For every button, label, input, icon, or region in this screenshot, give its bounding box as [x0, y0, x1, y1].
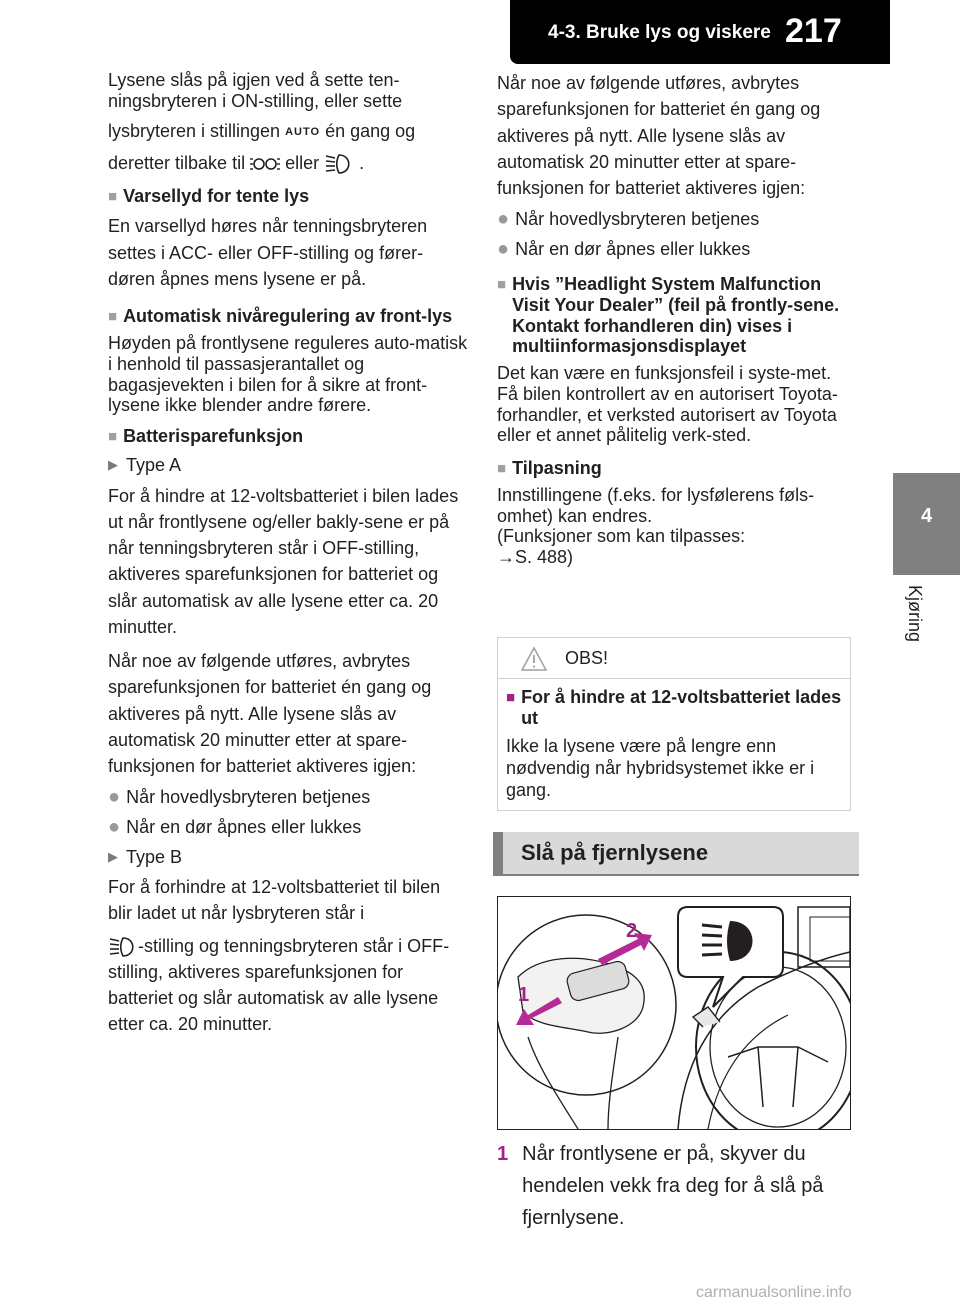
- triangle-bullet-icon: ▶: [108, 457, 118, 473]
- section-banner: [493, 832, 859, 874]
- watermark: carmanualsonline.info: [696, 1284, 852, 1301]
- bullet-item: ● Når en dør åpnes eller lukkes: [497, 237, 857, 263]
- battery-saver-type-b-text: For å forhindre at 12-voltsbatteriet til bilen blir ladet ut når lysbryteren står i: [108, 877, 441, 924]
- warning-triangle-icon: [520, 646, 548, 672]
- heading-malfunction: ■ Hvis ”Headlight System Malfunction Visit Your Dealer” (feil på frontly-sene. Kontakt forhandleren din) vises i multiinformasjonsdisplayet: [497, 274, 840, 357]
- headlight-icon: [108, 936, 138, 958]
- square-bullet-icon: ■: [108, 428, 118, 446]
- caution-text: Ikke la lysene være på lengre enn nødvendig når hybridsystemet ikke er i gang.: [506, 736, 815, 800]
- square-bullet-icon: ■: [108, 188, 118, 206]
- heading-battery-saver: ■ Batterisparefunksjon: [108, 426, 304, 447]
- battery-saver-type-b-text2: -stilling og tenningsbryteren står i OFF-stilling, aktiveres sparefunksjonen for batteriet og slår automatisk av alle lysene etter ca. 20 minutter.: [108, 935, 450, 1035]
- bullet-item: ● Når en dør åpnes eller lukkes: [108, 815, 468, 841]
- bullet-item: ● Når hovedlysbryteren betjenes: [108, 785, 468, 811]
- battery-saver-type-a-text: For å hindre at 12-voltsbatteriet i bilen lades ut når frontlysene og/eller bakly-sene er på når tenningsbryteren står i OFF-stilling, aktiveres sparefunksjonen for batteriet og slår automatisk av alle lysene etter ca. 20 minutter.: [108, 485, 459, 637]
- malfunction-text: Det kan være en funksjonsfeil i syste-met. Få bilen kontrollert av en autorisert Toyota-forhandler, et verksted autorisert av Toyota eller et annet pålitelig verk-sted.: [497, 363, 838, 446]
- section-divider: [493, 874, 859, 876]
- intro-line2: lysbryteren i stillingen AUTO én gang og: [108, 121, 416, 142]
- warning-sound-text: En varsellyd høres når tenningsbryteren settes i ACC- eller OFF-stilling og fører-døren åpnes mens lysene er på.: [108, 216, 428, 289]
- square-bullet-icon: ■: [108, 308, 118, 326]
- dot-bullet-icon: ●: [497, 208, 510, 231]
- chapter-number: 4: [920, 505, 933, 527]
- triangle-bullet-icon: ▶: [108, 848, 118, 864]
- tail-light-icon: [250, 155, 280, 173]
- arrow-label-2: 2: [626, 920, 638, 942]
- intro-line3: deretter tilbake til eller .: [108, 151, 468, 177]
- heading-leveling: ■ Automatisk nivåregulering av front-lys: [108, 306, 453, 327]
- square-bullet-icon: ■: [497, 459, 507, 477]
- heading-customization: ■ Tilpasning: [497, 457, 602, 478]
- dot-bullet-icon: ●: [497, 237, 510, 260]
- leveling-text: Høyden på frontlysene reguleres auto-matisk i henhold til passasjerantallet og bagasjevekten i bilen for å sikre at front-lysene ikke blender andre førere.: [108, 333, 468, 416]
- page-number: 217: [785, 12, 842, 50]
- section-title: Slå på fjernlysene: [521, 840, 709, 865]
- left-column: [108, 70, 468, 1044]
- battery-saver-cancel-text: Når noe av følgende utføres, avbrytes sparefunksjonen for batteriet én gang og aktiveres på nytt. Alle lysene slås av automatisk 20 minutter etter at spare-funksjonen for batteriet aktiveres igjen:: [108, 651, 432, 777]
- caution-box: [497, 637, 851, 811]
- caution-header: [498, 638, 850, 679]
- auto-icon: AUTO: [285, 125, 321, 138]
- caution-label: OBS!: [565, 648, 609, 668]
- right-column: [497, 70, 857, 568]
- type-a: ▶ Type A: [108, 453, 468, 479]
- caution-heading: ■ For å hindre at 12-voltsbatteriet lades ut: [506, 687, 842, 728]
- step-text: Når frontlysene er på, skyver du hendelen vekk fra deg for å slå på fjernlysene.: [522, 1143, 824, 1229]
- headlight-icon: [324, 153, 354, 175]
- page-reference-link[interactable]: →S. 488): [497, 546, 574, 567]
- heading-warning-sound: ■ Varsellyd for tente lys: [108, 186, 310, 207]
- bullet-item: ● Når hovedlysbryteren betjenes: [497, 207, 857, 233]
- section-header: 4-3. Bruke lys og viskere: [548, 22, 771, 43]
- dot-bullet-icon: ●: [108, 816, 121, 839]
- customization-text: Innstillingene (f.eks. for lysfølerens føls-omhet) kan endres. (Funksjoner som kan tilpasses: →S. 488): [497, 484, 815, 567]
- step-number: 1: [497, 1143, 509, 1165]
- square-bullet-icon: ■: [497, 276, 507, 294]
- caution-body: [498, 679, 850, 813]
- dot-bullet-icon: ●: [108, 786, 121, 809]
- high-beam-illustration: [497, 896, 851, 1130]
- square-bullet-icon: ■: [506, 689, 516, 706]
- step-item: [497, 1138, 857, 1234]
- intro-line1: Lysene slås på igjen ved å sette ten-ningsbryteren i ON-stilling, eller sette: [108, 70, 403, 111]
- chapter-label: Kjøring: [905, 585, 925, 643]
- arrow-label-1: 1: [518, 984, 530, 1006]
- illustration-drawing: [498, 897, 850, 1129]
- cancel-text: Når noe av følgende utføres, avbrytes sparefunksjonen for batteriet én gang og aktiveres på nytt. Alle lysene slås av automatisk 20 minutter etter at spare-funksjonen for batteriet aktiveres igjen:: [497, 73, 821, 199]
- type-b: ▶ Type B: [108, 845, 468, 871]
